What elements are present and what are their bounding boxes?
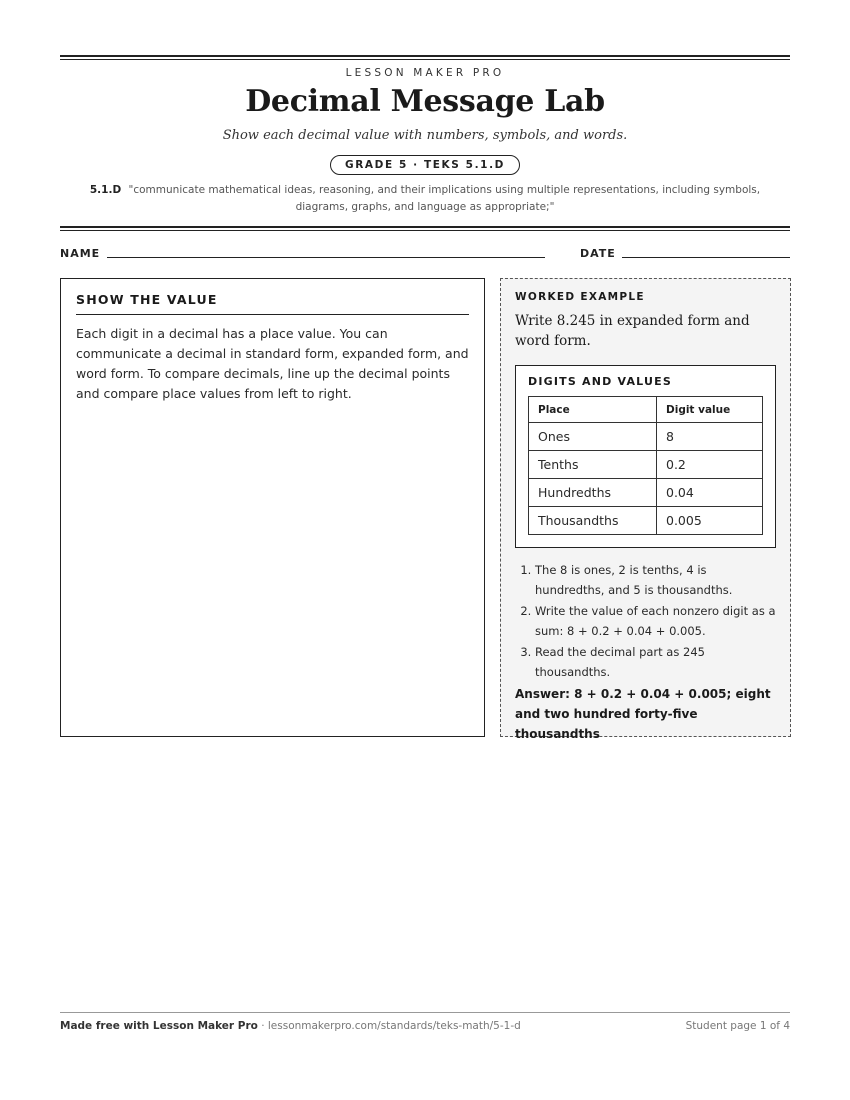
page-title: Decimal Message Lab xyxy=(245,84,605,119)
worked-example-answer: Answer: 8 + 0.2 + 0.04 + 0.005; eight and two hundred forty-five thousandths xyxy=(515,687,771,741)
worked-example-prompt: Write 8.245 in expanded form and word form. xyxy=(515,313,750,349)
date-field-line[interactable] xyxy=(622,257,790,258)
step-item: 1. The 8 is ones, 2 is tenths, 4 is hundredths, and 5 is thousandths. xyxy=(535,560,776,600)
table-row xyxy=(529,479,763,507)
digit-value-cell: 0.2 xyxy=(657,451,763,479)
name-label: NAME xyxy=(60,247,101,260)
table-row xyxy=(529,423,763,451)
name-field-line[interactable] xyxy=(107,257,545,258)
digits-values-heading: DIGITS AND VALUES xyxy=(528,375,672,388)
standard-code: 5.1.D xyxy=(89,184,122,196)
worked-example-panel xyxy=(500,278,791,741)
badge-container xyxy=(60,153,790,175)
footer-credit xyxy=(60,1020,521,1032)
worksheet-page xyxy=(60,0,790,1100)
digit-value-cell: 0.04 xyxy=(657,479,763,507)
digit-value-cell: 8 xyxy=(657,423,763,451)
show-value-panel xyxy=(60,278,485,737)
table-header-row xyxy=(529,397,763,423)
step-item: 3. Read the decimal part as 245 thousandths. xyxy=(535,642,776,682)
digits-values-box xyxy=(515,365,776,548)
table-row xyxy=(529,507,763,535)
worked-example-steps xyxy=(515,560,776,682)
footer-made-with: Made free with Lesson Maker Pro xyxy=(60,1020,258,1032)
place-cell: Ones xyxy=(529,423,657,451)
digit-value-cell: 0.005 xyxy=(657,507,763,535)
column-header-place: Place xyxy=(529,397,657,423)
place-cell: Tenths xyxy=(529,451,657,479)
header-divider xyxy=(60,226,790,231)
footer-url[interactable]: lessonmakerpro.com/standards/teks-math/5-1-d xyxy=(267,1020,521,1032)
table-row xyxy=(529,451,763,479)
footer-page-number: Student page 1 of 4 xyxy=(685,1020,790,1032)
standard-text: "communicate mathematical ideas, reasoning, and their implications using multiple representations, including symbols, diagrams, graphs, and language as appropriate;" xyxy=(128,184,761,213)
page-subtitle: Show each decimal value with numbers, symbols, and words. xyxy=(222,128,628,143)
place-cell: Thousandths xyxy=(529,507,657,535)
digits-values-table xyxy=(528,396,763,535)
date-label: DATE xyxy=(580,247,616,260)
worked-example-heading: WORKED EXAMPLE xyxy=(515,291,645,303)
grade-standard-badge: GRADE 5 · TEKS 5.1.D xyxy=(330,155,520,175)
standard-description xyxy=(80,182,770,216)
footer-separator: · xyxy=(257,1020,268,1032)
brand-name: LESSON MAKER PRO xyxy=(345,67,505,79)
place-cell: Hundredths xyxy=(529,479,657,507)
show-value-text: Each digit in a decimal has a place value. You can communicate a decimal in standard form, expanded form, and word form. To compare decimals, line up the decimal points and compare place values from left to right. xyxy=(76,326,469,401)
step-item: 2. Write the value of each nonzero digit as a sum: 8 + 0.2 + 0.04 + 0.005. xyxy=(535,601,776,641)
footer-divider xyxy=(60,1012,790,1013)
show-value-heading: SHOW THE VALUE xyxy=(76,292,469,315)
column-header-digit-value: Digit value xyxy=(657,397,763,423)
top-divider xyxy=(60,55,790,60)
